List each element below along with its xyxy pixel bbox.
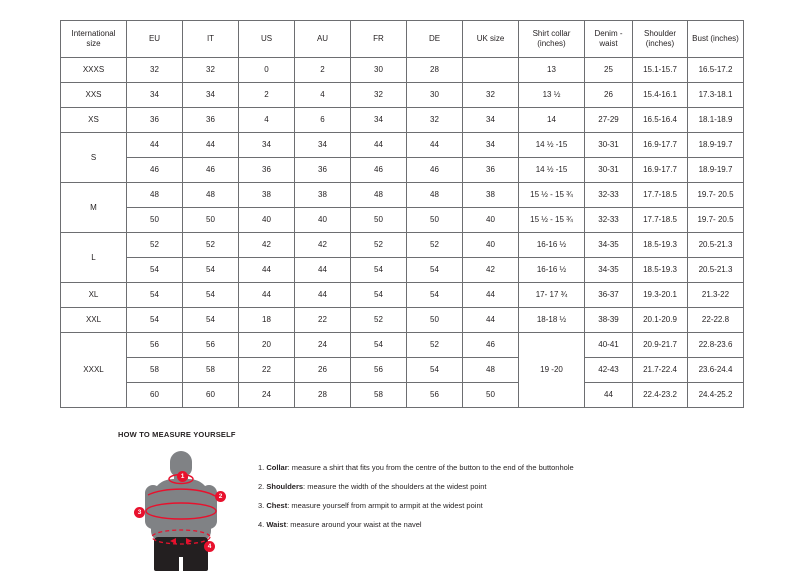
cell-eu: 48 [127, 183, 183, 208]
column-header-eu: EU [127, 21, 183, 58]
cell-us: 0 [239, 58, 295, 83]
cell-eu: 54 [127, 258, 183, 283]
cell-denim: 32-33 [585, 208, 633, 233]
cell-bust: 24.4-25.2 [688, 383, 744, 408]
table-row [61, 308, 744, 333]
cell-fr: 54 [351, 283, 407, 308]
instruction-item [258, 482, 574, 491]
cell-us: 40 [239, 208, 295, 233]
column-header-us: US [239, 21, 295, 58]
cell-denim: 30-31 [585, 133, 633, 158]
cell-de: 54 [407, 258, 463, 283]
cell-de: 44 [407, 133, 463, 158]
cell-us: 42 [239, 233, 295, 258]
cell-uk: 36 [463, 158, 519, 183]
cell-collar: 17- 17 ¾ [519, 283, 585, 308]
marker-4-waist: 4 [204, 541, 215, 552]
cell-it: 36 [183, 108, 239, 133]
instruction-term: Shoulders [266, 482, 304, 491]
cell-denim: 38-39 [585, 308, 633, 333]
cell-us: 22 [239, 358, 295, 383]
cell-collar: 14 ½ -15 [519, 133, 585, 158]
instruction-number: 3. [258, 501, 265, 510]
cell-uk: 44 [463, 283, 519, 308]
cell-fr: 56 [351, 358, 407, 383]
table-row [61, 283, 744, 308]
cell-it: 44 [183, 133, 239, 158]
cell-bust: 16.5-17.2 [688, 58, 744, 83]
cell-collar: 14 [519, 108, 585, 133]
cell-international-size: XS [61, 108, 127, 133]
table-row [61, 83, 744, 108]
cell-au: 24 [295, 333, 351, 358]
cell-fr: 58 [351, 383, 407, 408]
cell-shoulder: 21.7-22.4 [633, 358, 688, 383]
cell-fr: 46 [351, 158, 407, 183]
how-to-measure-body [118, 449, 758, 574]
cell-au: 6 [295, 108, 351, 133]
cell-international-size: XXXL [61, 333, 127, 408]
cell-denim: 44 [585, 383, 633, 408]
cell-eu: 36 [127, 108, 183, 133]
column-header-fr: FR [351, 21, 407, 58]
cell-bust: 19.7- 20.5 [688, 183, 744, 208]
cell-fr: 34 [351, 108, 407, 133]
how-to-measure-title: HOW TO MEASURE YOURSELF [118, 430, 236, 439]
cell-bust: 17.3-18.1 [688, 83, 744, 108]
cell-it: 34 [183, 83, 239, 108]
column-header-shoulder: Shoulder (inches) [633, 21, 688, 58]
shoulders-measure-line [148, 489, 215, 496]
cell-international-size: S [61, 133, 127, 183]
measure-instructions-list [258, 449, 574, 539]
cell-denim: 30-31 [585, 158, 633, 183]
cell-au: 42 [295, 233, 351, 258]
cell-bust: 18.1-18.9 [688, 108, 744, 133]
cell-fr: 52 [351, 308, 407, 333]
column-header-international-size: International size [61, 21, 127, 58]
cell-collar: 13 ½ [519, 83, 585, 108]
cell-au: 38 [295, 183, 351, 208]
cell-uk: 34 [463, 133, 519, 158]
cell-it: 54 [183, 283, 239, 308]
instruction-number: 2. [258, 482, 265, 491]
instruction-text: : measure yourself from armpit to armpit at the widest point [287, 501, 483, 510]
cell-au: 4 [295, 83, 351, 108]
cell-au: 22 [295, 308, 351, 333]
cell-collar: 15 ½ - 15 ¾ [519, 183, 585, 208]
cell-shoulder: 18.5-19.3 [633, 233, 688, 258]
cell-de: 50 [407, 208, 463, 233]
cell-au: 34 [295, 133, 351, 158]
cell-uk: 44 [463, 308, 519, 333]
cell-uk: 46 [463, 333, 519, 358]
instruction-term: Waist [266, 520, 287, 529]
marker-2-shoulders: 2 [215, 491, 226, 502]
cell-it: 46 [183, 158, 239, 183]
cell-de: 50 [407, 308, 463, 333]
cell-us: 36 [239, 158, 295, 183]
cell-de: 46 [407, 158, 463, 183]
cell-shoulder: 15.1-15.7 [633, 58, 688, 83]
cell-collar: 16-16 ½ [519, 258, 585, 283]
cell-fr: 44 [351, 133, 407, 158]
cell-eu: 58 [127, 358, 183, 383]
cell-bust: 22.8-23.6 [688, 333, 744, 358]
column-header-shirt-collar: Shirt collar (inches) [519, 21, 585, 58]
cell-us: 2 [239, 83, 295, 108]
cell-fr: 48 [351, 183, 407, 208]
cell-de: 52 [407, 233, 463, 258]
instruction-number: 1. [258, 463, 265, 472]
cell-us: 18 [239, 308, 295, 333]
cell-bust: 20.5-21.3 [688, 258, 744, 283]
cell-au: 26 [295, 358, 351, 383]
cell-bust: 18.9-19.7 [688, 158, 744, 183]
instruction-text: : measure a shirt that fits you from the centre of the button to the end of the buttonhole [287, 463, 574, 472]
cell-denim: 36-37 [585, 283, 633, 308]
cell-it: 58 [183, 358, 239, 383]
cell-bust: 18.9-19.7 [688, 133, 744, 158]
instruction-number: 4. [258, 520, 265, 529]
table-row [61, 233, 744, 258]
cell-fr: 52 [351, 233, 407, 258]
cell-shoulder: 20.1-20.9 [633, 308, 688, 333]
cell-collar: 14 ½ -15 [519, 158, 585, 183]
marker-1-collar: 1 [177, 471, 188, 482]
instruction-item [258, 463, 574, 472]
how-to-measure-section [118, 430, 758, 574]
instruction-text: : measure around your waist at the navel [286, 520, 422, 529]
cell-de: 48 [407, 183, 463, 208]
cell-de: 32 [407, 108, 463, 133]
cell-au: 28 [295, 383, 351, 408]
cell-eu: 32 [127, 58, 183, 83]
cell-eu: 54 [127, 283, 183, 308]
table-row [61, 358, 744, 383]
cell-shoulder: 15.4-16.1 [633, 83, 688, 108]
cell-eu: 50 [127, 208, 183, 233]
cell-au: 44 [295, 258, 351, 283]
cell-international-size: XXL [61, 308, 127, 333]
cell-eu: 60 [127, 383, 183, 408]
cell-bust: 20.5-21.3 [688, 233, 744, 258]
cell-eu: 54 [127, 308, 183, 333]
cell-it: 52 [183, 233, 239, 258]
cell-uk: 50 [463, 383, 519, 408]
cell-uk: 40 [463, 208, 519, 233]
cell-shoulder: 18.5-19.3 [633, 258, 688, 283]
instruction-term: Collar [266, 463, 288, 472]
cell-de: 28 [407, 58, 463, 83]
cell-au: 40 [295, 208, 351, 233]
table-row [61, 58, 744, 83]
column-header-uk-size: UK size [463, 21, 519, 58]
cell-denim: 25 [585, 58, 633, 83]
cell-collar: 15 ½ - 15 ¾ [519, 208, 585, 233]
waist-arrow-left [170, 538, 176, 544]
cell-bust: 22-22.8 [688, 308, 744, 333]
table-row [61, 183, 744, 208]
cell-it: 54 [183, 258, 239, 283]
cell-uk [463, 58, 519, 83]
cell-eu: 44 [127, 133, 183, 158]
column-header-au: AU [295, 21, 351, 58]
cell-de: 54 [407, 283, 463, 308]
cell-bust: 19.7- 20.5 [688, 208, 744, 233]
cell-shoulder: 17.7-18.5 [633, 208, 688, 233]
cell-uk: 48 [463, 358, 519, 383]
cell-it: 48 [183, 183, 239, 208]
cell-de: 54 [407, 358, 463, 383]
cell-it: 60 [183, 383, 239, 408]
cell-us: 44 [239, 258, 295, 283]
cell-uk: 42 [463, 258, 519, 283]
cell-collar: 19 -20 [519, 333, 585, 408]
table-row [61, 383, 744, 408]
instruction-term: Chest [266, 501, 288, 510]
cell-it: 56 [183, 333, 239, 358]
cell-shoulder: 17.7-18.5 [633, 183, 688, 208]
cell-collar: 13 [519, 58, 585, 83]
instruction-item [258, 501, 574, 510]
cell-denim: 32-33 [585, 183, 633, 208]
cell-eu: 52 [127, 233, 183, 258]
cell-fr: 32 [351, 83, 407, 108]
cell-uk: 38 [463, 183, 519, 208]
cell-collar: 16-16 ½ [519, 233, 585, 258]
cell-international-size: M [61, 183, 127, 233]
instruction-text: : measure the width of the shoulders at the widest point [303, 482, 487, 491]
cell-bust: 21.3-22 [688, 283, 744, 308]
table-row [61, 333, 744, 358]
cell-fr: 50 [351, 208, 407, 233]
cell-denim: 26 [585, 83, 633, 108]
cell-shoulder: 22.4-23.2 [633, 383, 688, 408]
cell-us: 4 [239, 108, 295, 133]
cell-uk: 34 [463, 108, 519, 133]
cell-uk: 32 [463, 83, 519, 108]
cell-uk: 40 [463, 233, 519, 258]
column-header-de: DE [407, 21, 463, 58]
cell-collar: 18-18 ½ [519, 308, 585, 333]
cell-us: 38 [239, 183, 295, 208]
column-header-bust: Bust (inches) [688, 21, 744, 58]
table-row [61, 258, 744, 283]
cell-shoulder: 16.9-17.7 [633, 133, 688, 158]
table-row [61, 158, 744, 183]
cell-eu: 56 [127, 333, 183, 358]
cell-us: 20 [239, 333, 295, 358]
cell-de: 52 [407, 333, 463, 358]
cell-bust: 23.6-24.4 [688, 358, 744, 383]
cell-au: 2 [295, 58, 351, 83]
cell-us: 44 [239, 283, 295, 308]
instruction-item [258, 520, 574, 529]
table-row [61, 108, 744, 133]
cell-fr: 30 [351, 58, 407, 83]
cell-us: 34 [239, 133, 295, 158]
cell-international-size: XL [61, 283, 127, 308]
table-row [61, 208, 744, 233]
cell-de: 30 [407, 83, 463, 108]
chest-measure-line [146, 503, 216, 519]
cell-denim: 40-41 [585, 333, 633, 358]
cell-international-size: XXXS [61, 58, 127, 83]
table-row [61, 133, 744, 158]
cell-it: 32 [183, 58, 239, 83]
cell-international-size: XXS [61, 83, 127, 108]
waist-measure-line [152, 530, 210, 544]
cell-eu: 46 [127, 158, 183, 183]
cell-shoulder: 20.9-21.7 [633, 333, 688, 358]
cell-au: 44 [295, 283, 351, 308]
cell-international-size: L [61, 233, 127, 283]
column-header-denim-waist: Denim - waist [585, 21, 633, 58]
body-figure-illustration [118, 449, 248, 574]
cell-denim: 34-35 [585, 233, 633, 258]
column-header-it: IT [183, 21, 239, 58]
cell-denim: 27-29 [585, 108, 633, 133]
cell-fr: 54 [351, 333, 407, 358]
cell-denim: 34-35 [585, 258, 633, 283]
marker-3-chest: 3 [134, 507, 145, 518]
cell-shoulder: 16.5-16.4 [633, 108, 688, 133]
cell-shoulder: 19.3-20.1 [633, 283, 688, 308]
cell-denim: 42-43 [585, 358, 633, 383]
cell-us: 24 [239, 383, 295, 408]
cell-eu: 34 [127, 83, 183, 108]
cell-it: 50 [183, 208, 239, 233]
size-chart-table [60, 20, 744, 408]
cell-de: 56 [407, 383, 463, 408]
cell-fr: 54 [351, 258, 407, 283]
table-header-row [61, 21, 744, 58]
cell-shoulder: 16.9-17.7 [633, 158, 688, 183]
cell-it: 54 [183, 308, 239, 333]
cell-au: 36 [295, 158, 351, 183]
